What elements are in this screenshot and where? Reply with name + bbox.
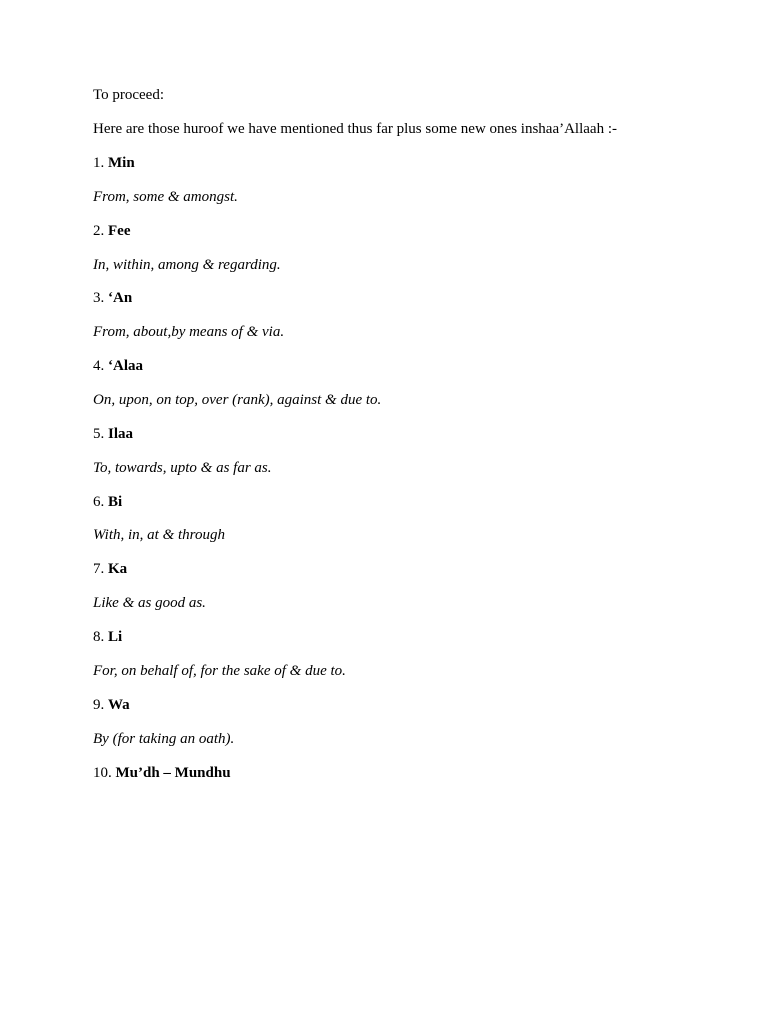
list-item-term [93,764,231,782]
list-item-meaning: From, about,by means of & via. [93,324,285,340]
item-number: 5. [93,426,105,442]
list-item-meaning: By (for taking an oath). [93,731,235,747]
item-term: ‘An [108,290,133,306]
list-item-term [93,493,122,511]
item-term: Min [108,155,135,171]
item-number: 1. [93,155,105,171]
item-term: Bi [108,494,123,510]
list-item-term [93,425,133,443]
item-term: Fee [108,223,131,239]
list-item-meaning: With, in, at & through [93,527,225,543]
list-item-meaning: From, some & amongst. [93,189,238,205]
list-item-meaning: In, within, among & regarding. [93,257,281,273]
intro-line: Here are those huroof we have mentioned thus far plus some new ones inshaa’Allaah :- [93,121,617,137]
list-item-term [93,696,130,714]
item-number: 2. [93,223,105,239]
list-item-meaning: For, on behalf of, for the sake of & due to. [93,663,346,679]
opening-line: To proceed: [93,87,165,103]
item-number: 4. [93,358,105,374]
item-term: Ilaa [108,426,134,442]
item-term: Li [108,629,123,645]
item-number: 6. [93,494,105,510]
list-item-meaning: To, towards, upto & as far as. [93,460,272,476]
item-term: Ka [108,561,128,577]
list-item-term [93,357,143,375]
list-item-term [93,154,135,172]
list-item-term [93,560,127,578]
item-number: 7. [93,561,105,577]
item-term: Mu’dh – Mundhu [115,765,231,781]
list-item-term [93,289,132,307]
list-item-term [93,628,122,646]
list-item-term [93,222,130,240]
item-number: 8. [93,629,105,645]
item-number: 10. [93,765,112,781]
list-item-meaning: On, upon, on top, over (rank), against & due to. [93,392,382,408]
item-number: 9. [93,697,105,713]
list-item-meaning: Like & as good as. [93,595,206,611]
item-number: 3. [93,290,105,306]
item-term: ‘Alaa [108,358,143,374]
item-term: Wa [108,697,130,713]
